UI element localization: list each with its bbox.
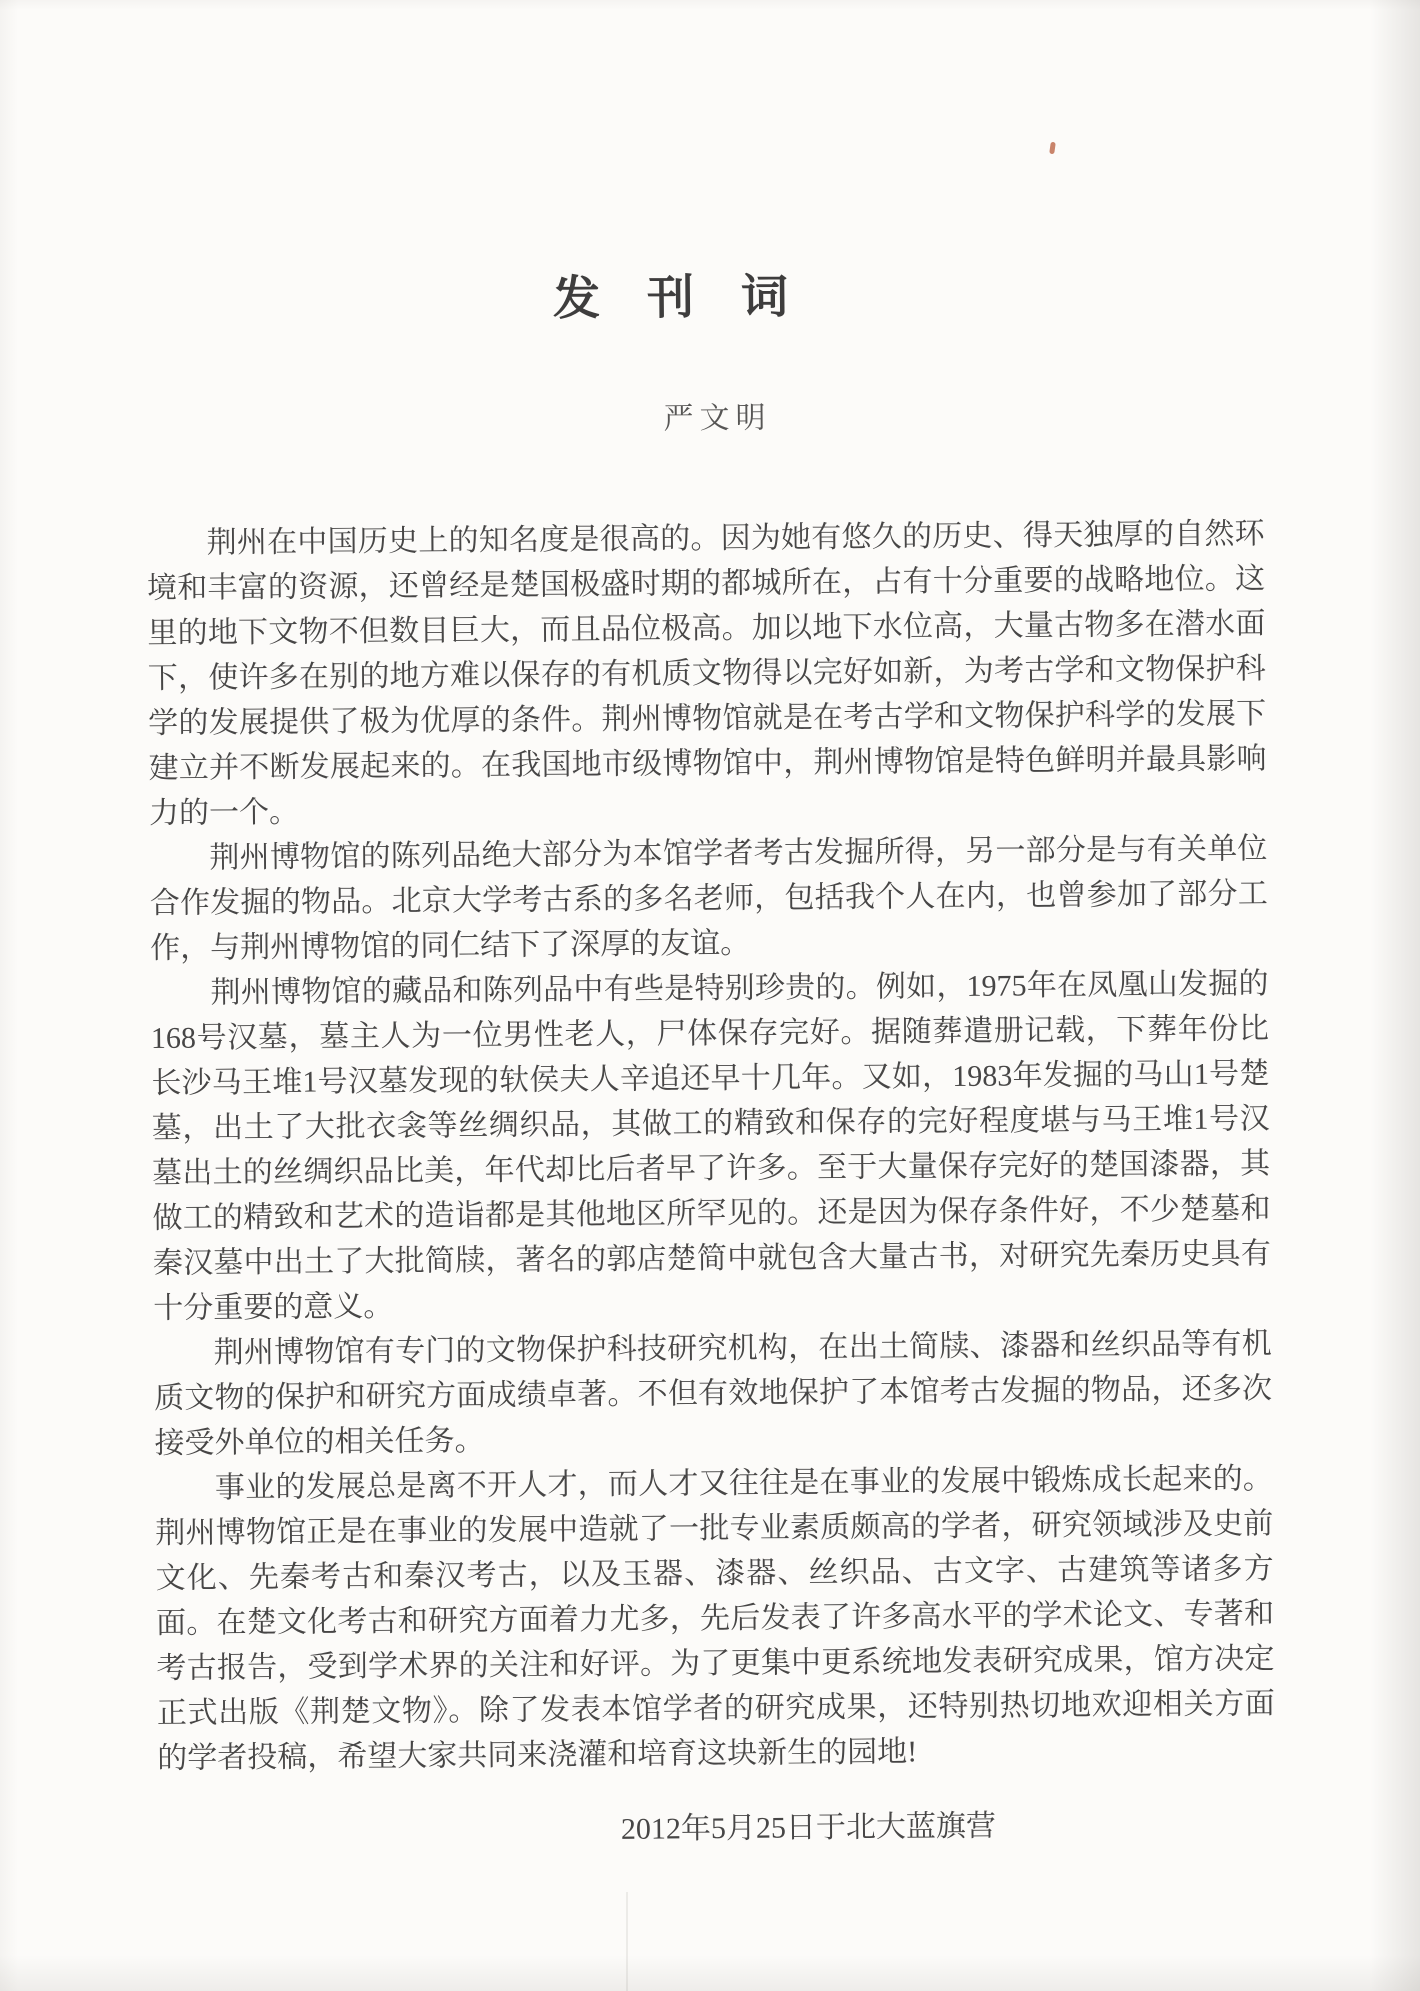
paragraph-5: 事业的发展总是离不开人才，而人才又往往是在事业的发展中锻炼成长起来的。荆州博物馆正是在事业的发展中造就了一批专业素质颇高的学者，研究领域涉及史前文化、先秦考古和秦汉考古，以及玉器、漆器、丝织品、古文字、古建筑等诸多方面。在楚文化考古和研究方面着力尤多，先后发表了许多高水平的学术论文、专著和考古报告，受到学术界的关注和好评。为了更集中更系统地发表研究成果，馆方决定正式出版《荆楚文物》。除了发表本馆学者的研究成果，还特别热切地欢迎相关方面的学者投稿，希望大家共同来浇灌和培育这块新生的园地! [155,1462,1275,1775]
paragraph-4: 荆州博物馆有专门的文物保护科技研究机构，在出土简牍、漆器和丝织品等有机质文物的保护和研究方面成绩卓著。不但有效地保护了本馆考古发掘的物品，还多次接受外单位的相关任务。 [153,1327,1273,1460]
paragraph-3: 荆州博物馆的藏品和陈列品中有些是特别珍贵的。例如，1975年在凤凰山发掘的168号汉墓，墓主人为一位男性老人，尸体保存完好。据随葬遣册记载，下葬年份比长沙马王堆1号汉墓发现的轪侯夫人辛追还早十几年。又如，1983年发掘的马山1号楚墓，出土了大批衣衾等丝绸织品，其做工的精致和保存的完好程度堪与马王堆1号汉墓出土的丝绸织品比美，年代却比后者早了许多。至于大量保存完好的楚国漆器，其做工的精致和艺术的造诣都是其他地区所罕见的。还是因为保存条件好，不少楚墓和秦汉墓中出土了大批简牍，著名的郭店楚简中就包含大量古书，对研究先秦历史具有十分重要的意义。 [150,967,1272,1325]
document-content [142,0,1276,1856]
paragraph-2: 荆州博物馆的陈列品绝大部分为本馆学者考古发掘所得，另一部分是与有关单位合作发掘的物品。北京大学考古系的多名老师，包括我个人在内，也曾参加了部分工作，与荆州博物馆的同仁结下了深厚的友谊。 [149,832,1268,965]
scan-edge-bottom [0,1955,1420,1991]
dateline: 2012年5月25日于北大蓝旗营 [620,1809,997,1846]
page-title: 发刊词 [552,270,836,326]
page-crease-line [626,1892,628,1991]
body-text [146,511,1275,1781]
scan-edge-left [0,0,18,1991]
scan-edge-right [1370,0,1420,1991]
author-name: 严文明 [663,401,772,436]
paragraph-1: 荆州在中国历史上的知名度是很高的。因为她有悠久的历史、得天独厚的自然环境和丰富的资源，还曾经是楚国极盛时期的都城所在，占有十分重要的战略地位。这里的地下文物不但数目巨大，而且品位极高。加以地下水位高，大量古物多在潜水面下，使许多在别的地方难以保存的有机质文物得以完好如新，为考古学和文物保护科学的发展提供了极为优厚的条件。荆州博物馆就是在考古学和文物保护科学的发展下建立并不断发展起来的。在我国地市级博物馆中，荆州博物馆是特色鲜明并最具影响力的一个。 [146,517,1267,831]
